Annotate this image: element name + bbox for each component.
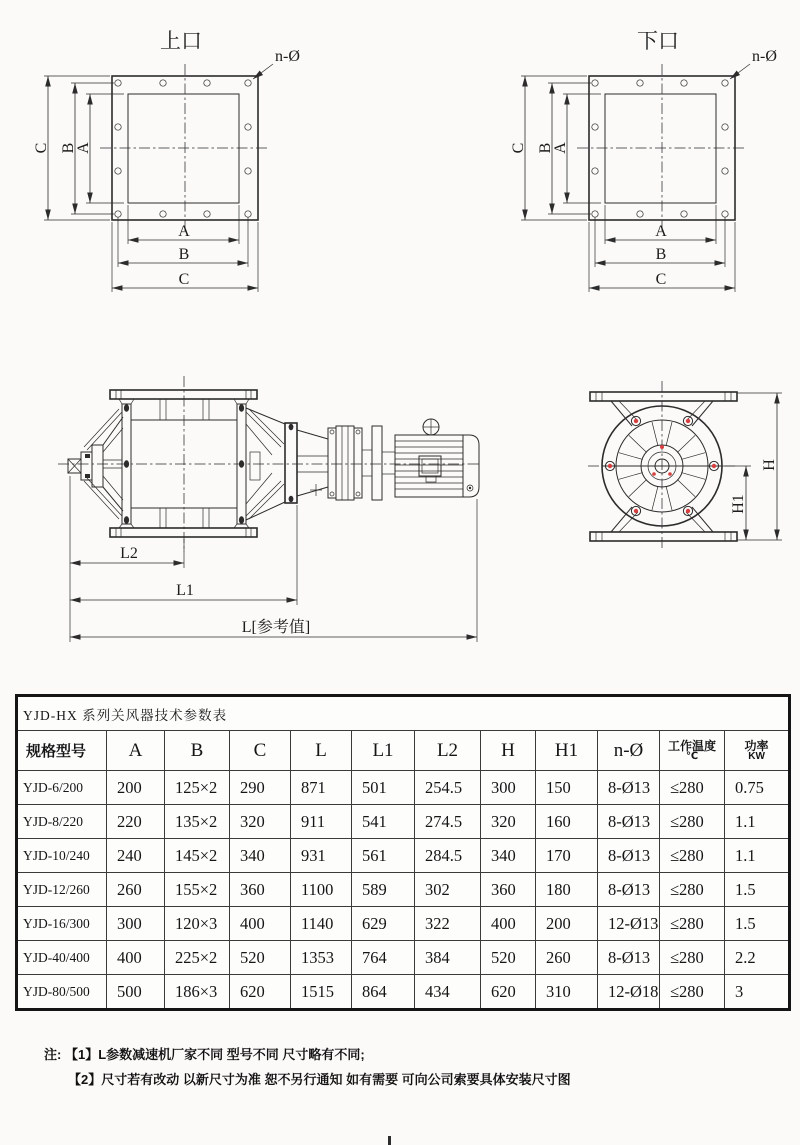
value-cell: 0.75: [725, 771, 790, 805]
col-header-h1: H1: [536, 731, 598, 771]
value-cell: 320: [230, 805, 291, 839]
value-cell: 120×3: [165, 907, 230, 941]
value-cell: ≤280: [660, 839, 725, 873]
end-view-drawing: [555, 365, 795, 595]
col-header-h: H: [481, 731, 536, 771]
value-cell: 300: [481, 771, 536, 805]
bottom-port-flange-drawing: [507, 14, 787, 306]
value-cell: 871: [291, 771, 352, 805]
table-row: [17, 907, 790, 941]
col-header-b: B: [165, 731, 230, 771]
value-cell: ≤280: [660, 907, 725, 941]
value-cell: 620: [481, 975, 536, 1010]
table-header-row: [17, 731, 790, 771]
value-cell: 12-Ø18: [598, 975, 660, 1010]
notes: [44, 1042, 764, 1092]
value-cell: 170: [536, 839, 598, 873]
value-cell: 360: [481, 873, 536, 907]
col-header-c: C: [230, 731, 291, 771]
value-cell: ≤280: [660, 975, 725, 1010]
note-text: 【1】L参数减速机厂家不同 型号不同 尺寸略有不同;: [64, 1047, 365, 1062]
dim-label-c: C: [178, 271, 190, 288]
col-header-a: A: [107, 731, 165, 771]
model-cell: YJD-8/220: [17, 805, 107, 839]
table-row: [17, 941, 790, 975]
value-cell: 310: [536, 975, 598, 1010]
table-row: [17, 771, 790, 805]
dim-label-l-reference: L[参考值]: [241, 619, 311, 636]
value-cell: 320: [481, 805, 536, 839]
value-cell: 1100: [291, 873, 352, 907]
spec-table-section: [15, 694, 791, 1011]
value-cell: 764: [352, 941, 415, 975]
value-cell: 589: [352, 873, 415, 907]
table-title-row: [17, 696, 790, 731]
value-cell: 1353: [291, 941, 352, 975]
value-cell: 864: [352, 975, 415, 1010]
col-header-holes: n-Ø: [598, 731, 660, 771]
value-cell: 629: [352, 907, 415, 941]
value-cell: 254.5: [415, 771, 481, 805]
value-cell: 911: [291, 805, 352, 839]
value-cell: ≤280: [660, 805, 725, 839]
value-cell: 186×3: [165, 975, 230, 1010]
value-cell: 225×2: [165, 941, 230, 975]
col-header-l: L: [291, 731, 352, 771]
dim-label-l1: L1: [176, 582, 194, 599]
value-cell: 1.5: [725, 873, 790, 907]
value-cell: 520: [481, 941, 536, 975]
side-view-drawing: [0, 360, 500, 660]
value-cell: ≤280: [660, 771, 725, 805]
value-cell: 160: [536, 805, 598, 839]
value-cell: ≤280: [660, 941, 725, 975]
value-cell: 1.1: [725, 839, 790, 873]
value-cell: 400: [481, 907, 536, 941]
value-cell: 260: [536, 941, 598, 975]
model-cell: YJD-6/200: [17, 771, 107, 805]
table-row: [17, 805, 790, 839]
value-cell: 302: [415, 873, 481, 907]
value-cell: 1.5: [725, 907, 790, 941]
value-cell: 155×2: [165, 873, 230, 907]
value-cell: 2.2: [725, 941, 790, 975]
col-header-model: 规格型号: [17, 731, 107, 771]
spec-table: [15, 694, 791, 1011]
dim-label-l2: L2: [120, 545, 138, 562]
col-header-working-temp: 工作温度 ℃: [660, 731, 725, 771]
value-cell: 135×2: [165, 805, 230, 839]
value-cell: 620: [230, 975, 291, 1010]
value-cell: 434: [415, 975, 481, 1010]
value-cell: 1140: [291, 907, 352, 941]
spec-table-title: YJD-HX 系列关风器技术参数表: [17, 696, 790, 731]
dim-label-b: B: [60, 142, 77, 154]
note-line-1: [44, 1042, 764, 1067]
dim-label-a: A: [178, 223, 190, 240]
spec-table-body: [17, 771, 790, 1010]
value-cell: 8-Ø13: [598, 873, 660, 907]
value-cell: 284.5: [415, 839, 481, 873]
value-cell: 561: [352, 839, 415, 873]
dim-label-b: B: [537, 142, 554, 154]
value-cell: 400: [107, 941, 165, 975]
value-cell: 501: [352, 771, 415, 805]
dim-label-a: A: [552, 142, 569, 154]
value-cell: ≤280: [660, 873, 725, 907]
col-header-l1: L1: [352, 731, 415, 771]
value-cell: 145×2: [165, 839, 230, 873]
value-cell: 541: [352, 805, 415, 839]
dim-label-c: C: [33, 142, 50, 154]
note-line-2: [68, 1067, 764, 1092]
value-cell: 274.5: [415, 805, 481, 839]
note-text: 【2】尺寸若有改动 以新尺寸为准 恕不另行通知 如有需要 可向公司索要具体安装尺寸图: [68, 1072, 571, 1087]
value-cell: 1515: [291, 975, 352, 1010]
table-row: [17, 839, 790, 873]
value-cell: 384: [415, 941, 481, 975]
value-cell: 125×2: [165, 771, 230, 805]
dim-label-c: C: [655, 271, 667, 288]
value-cell: 150: [536, 771, 598, 805]
dim-label-h: H: [761, 459, 778, 471]
table-row: [17, 975, 790, 1010]
value-cell: 931: [291, 839, 352, 873]
value-cell: 322: [415, 907, 481, 941]
value-cell: 8-Ø13: [598, 771, 660, 805]
drawing-title: 下口: [637, 29, 679, 53]
value-cell: 200: [536, 907, 598, 941]
value-cell: 8-Ø13: [598, 805, 660, 839]
dim-label-a: A: [75, 142, 92, 154]
value-cell: 3: [725, 975, 790, 1010]
value-cell: 200: [107, 771, 165, 805]
hole-count-callout: n-Ø: [752, 48, 777, 65]
model-cell: YJD-10/240: [17, 839, 107, 873]
dim-label-c: C: [510, 142, 527, 154]
hole-count-callout: n-Ø: [275, 48, 300, 65]
value-cell: 180: [536, 873, 598, 907]
value-cell: 12-Ø13: [598, 907, 660, 941]
dim-label-h1: H1: [730, 494, 747, 514]
scan-artifact-mark: [388, 1136, 391, 1145]
value-cell: 8-Ø13: [598, 839, 660, 873]
value-cell: 240: [107, 839, 165, 873]
value-cell: 360: [230, 873, 291, 907]
value-cell: 8-Ø13: [598, 941, 660, 975]
value-cell: 500: [107, 975, 165, 1010]
dim-label-a: A: [655, 223, 667, 240]
col-header-power: 功率 KW: [725, 731, 790, 771]
dim-label-b: B: [178, 246, 190, 263]
value-cell: 220: [107, 805, 165, 839]
value-cell: 1.1: [725, 805, 790, 839]
model-cell: YJD-80/500: [17, 975, 107, 1010]
model-cell: YJD-16/300: [17, 907, 107, 941]
note-prefix: 注:: [44, 1047, 62, 1062]
value-cell: 520: [230, 941, 291, 975]
value-cell: 290: [230, 771, 291, 805]
model-cell: YJD-12/260: [17, 873, 107, 907]
model-cell: YJD-40/400: [17, 941, 107, 975]
col-header-l2: L2: [415, 731, 481, 771]
drawing-title: 上口: [160, 29, 202, 53]
value-cell: 340: [230, 839, 291, 873]
top-port-flange-drawing: [30, 14, 310, 306]
value-cell: 260: [107, 873, 165, 907]
value-cell: 400: [230, 907, 291, 941]
table-row: [17, 873, 790, 907]
dim-label-b: B: [655, 246, 667, 263]
value-cell: 300: [107, 907, 165, 941]
value-cell: 340: [481, 839, 536, 873]
